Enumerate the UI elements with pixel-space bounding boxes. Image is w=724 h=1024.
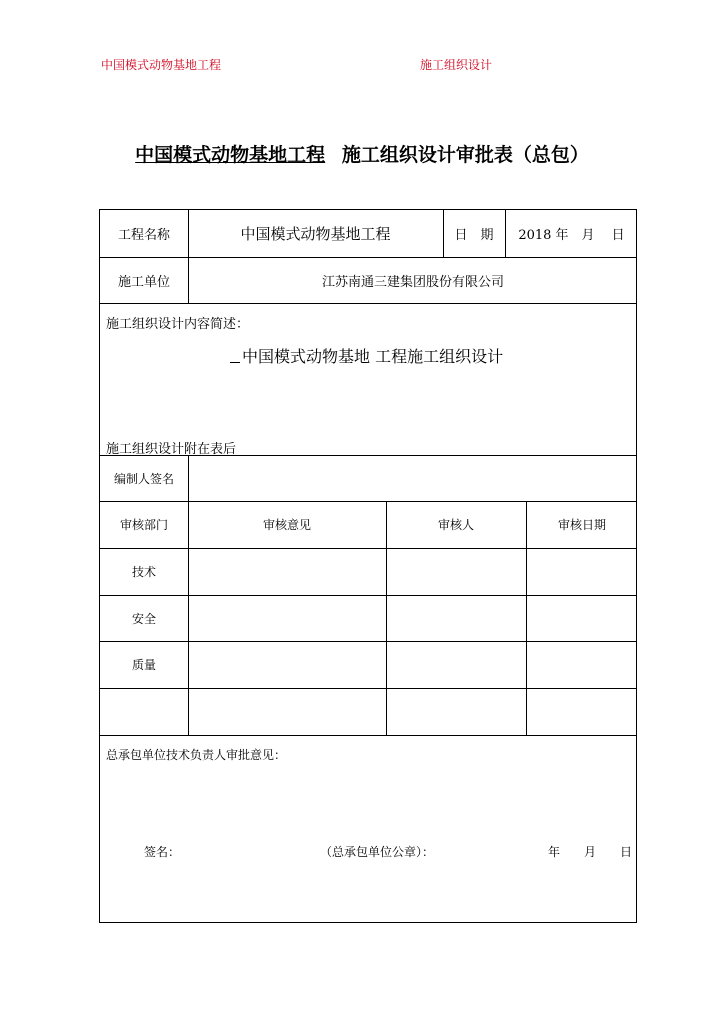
project-name-label: 工程名称	[117, 228, 170, 243]
title-project: 中国模式动物基地工程	[135, 144, 326, 166]
header-project-name: 中国模式动物基地工程	[101, 58, 222, 72]
date-value: 2018 年 月 日	[518, 228, 625, 243]
review-header-date: 审核日期	[557, 518, 606, 532]
header-document-type: 施工组织设计	[420, 58, 493, 72]
col-divider	[188, 455, 189, 735]
review-row-quality: 质量	[131, 658, 156, 672]
construction-unit-label: 施工单位	[117, 274, 170, 290]
review-header-dept: 审核部门	[119, 518, 168, 532]
approval-date: 年 月 日	[548, 845, 633, 859]
summary-label: 施工组织设计内容简述：	[106, 317, 250, 332]
signature-label: 签名：	[144, 845, 181, 859]
compiler-signature-label: 编制人签名	[113, 471, 174, 486]
row-divider	[100, 735, 636, 736]
review-row-technical: 技术	[131, 565, 156, 579]
company-seal-label: （总承包单位公章）：	[320, 845, 435, 859]
row-divider	[100, 303, 636, 304]
review-row-safety: 安全	[131, 611, 156, 626]
project-name-value: 中国模式动物基地工程	[240, 225, 391, 243]
review-header-opinion: 审核意见	[262, 518, 311, 532]
review-row-blank	[100, 688, 188, 735]
title-form: 施工组织设计审批表（总包）	[341, 144, 589, 166]
construction-unit-value: 江苏南通三建集团股份有限公司	[321, 274, 504, 290]
page-title	[0, 140, 724, 167]
summary-title	[230, 344, 503, 367]
review-header-reviewer: 审核人	[437, 518, 474, 532]
summary-title-text: 中国模式动物基地 工程施工组织设计	[242, 347, 504, 366]
date-label: 日 期	[454, 228, 494, 243]
summary-title-underline	[230, 348, 240, 363]
approval-form-table	[99, 209, 637, 923]
approval-label: 总承包单位技术负责人审批意见：	[106, 748, 287, 762]
attached-note: 施工组织设计附在表后	[106, 442, 237, 457]
